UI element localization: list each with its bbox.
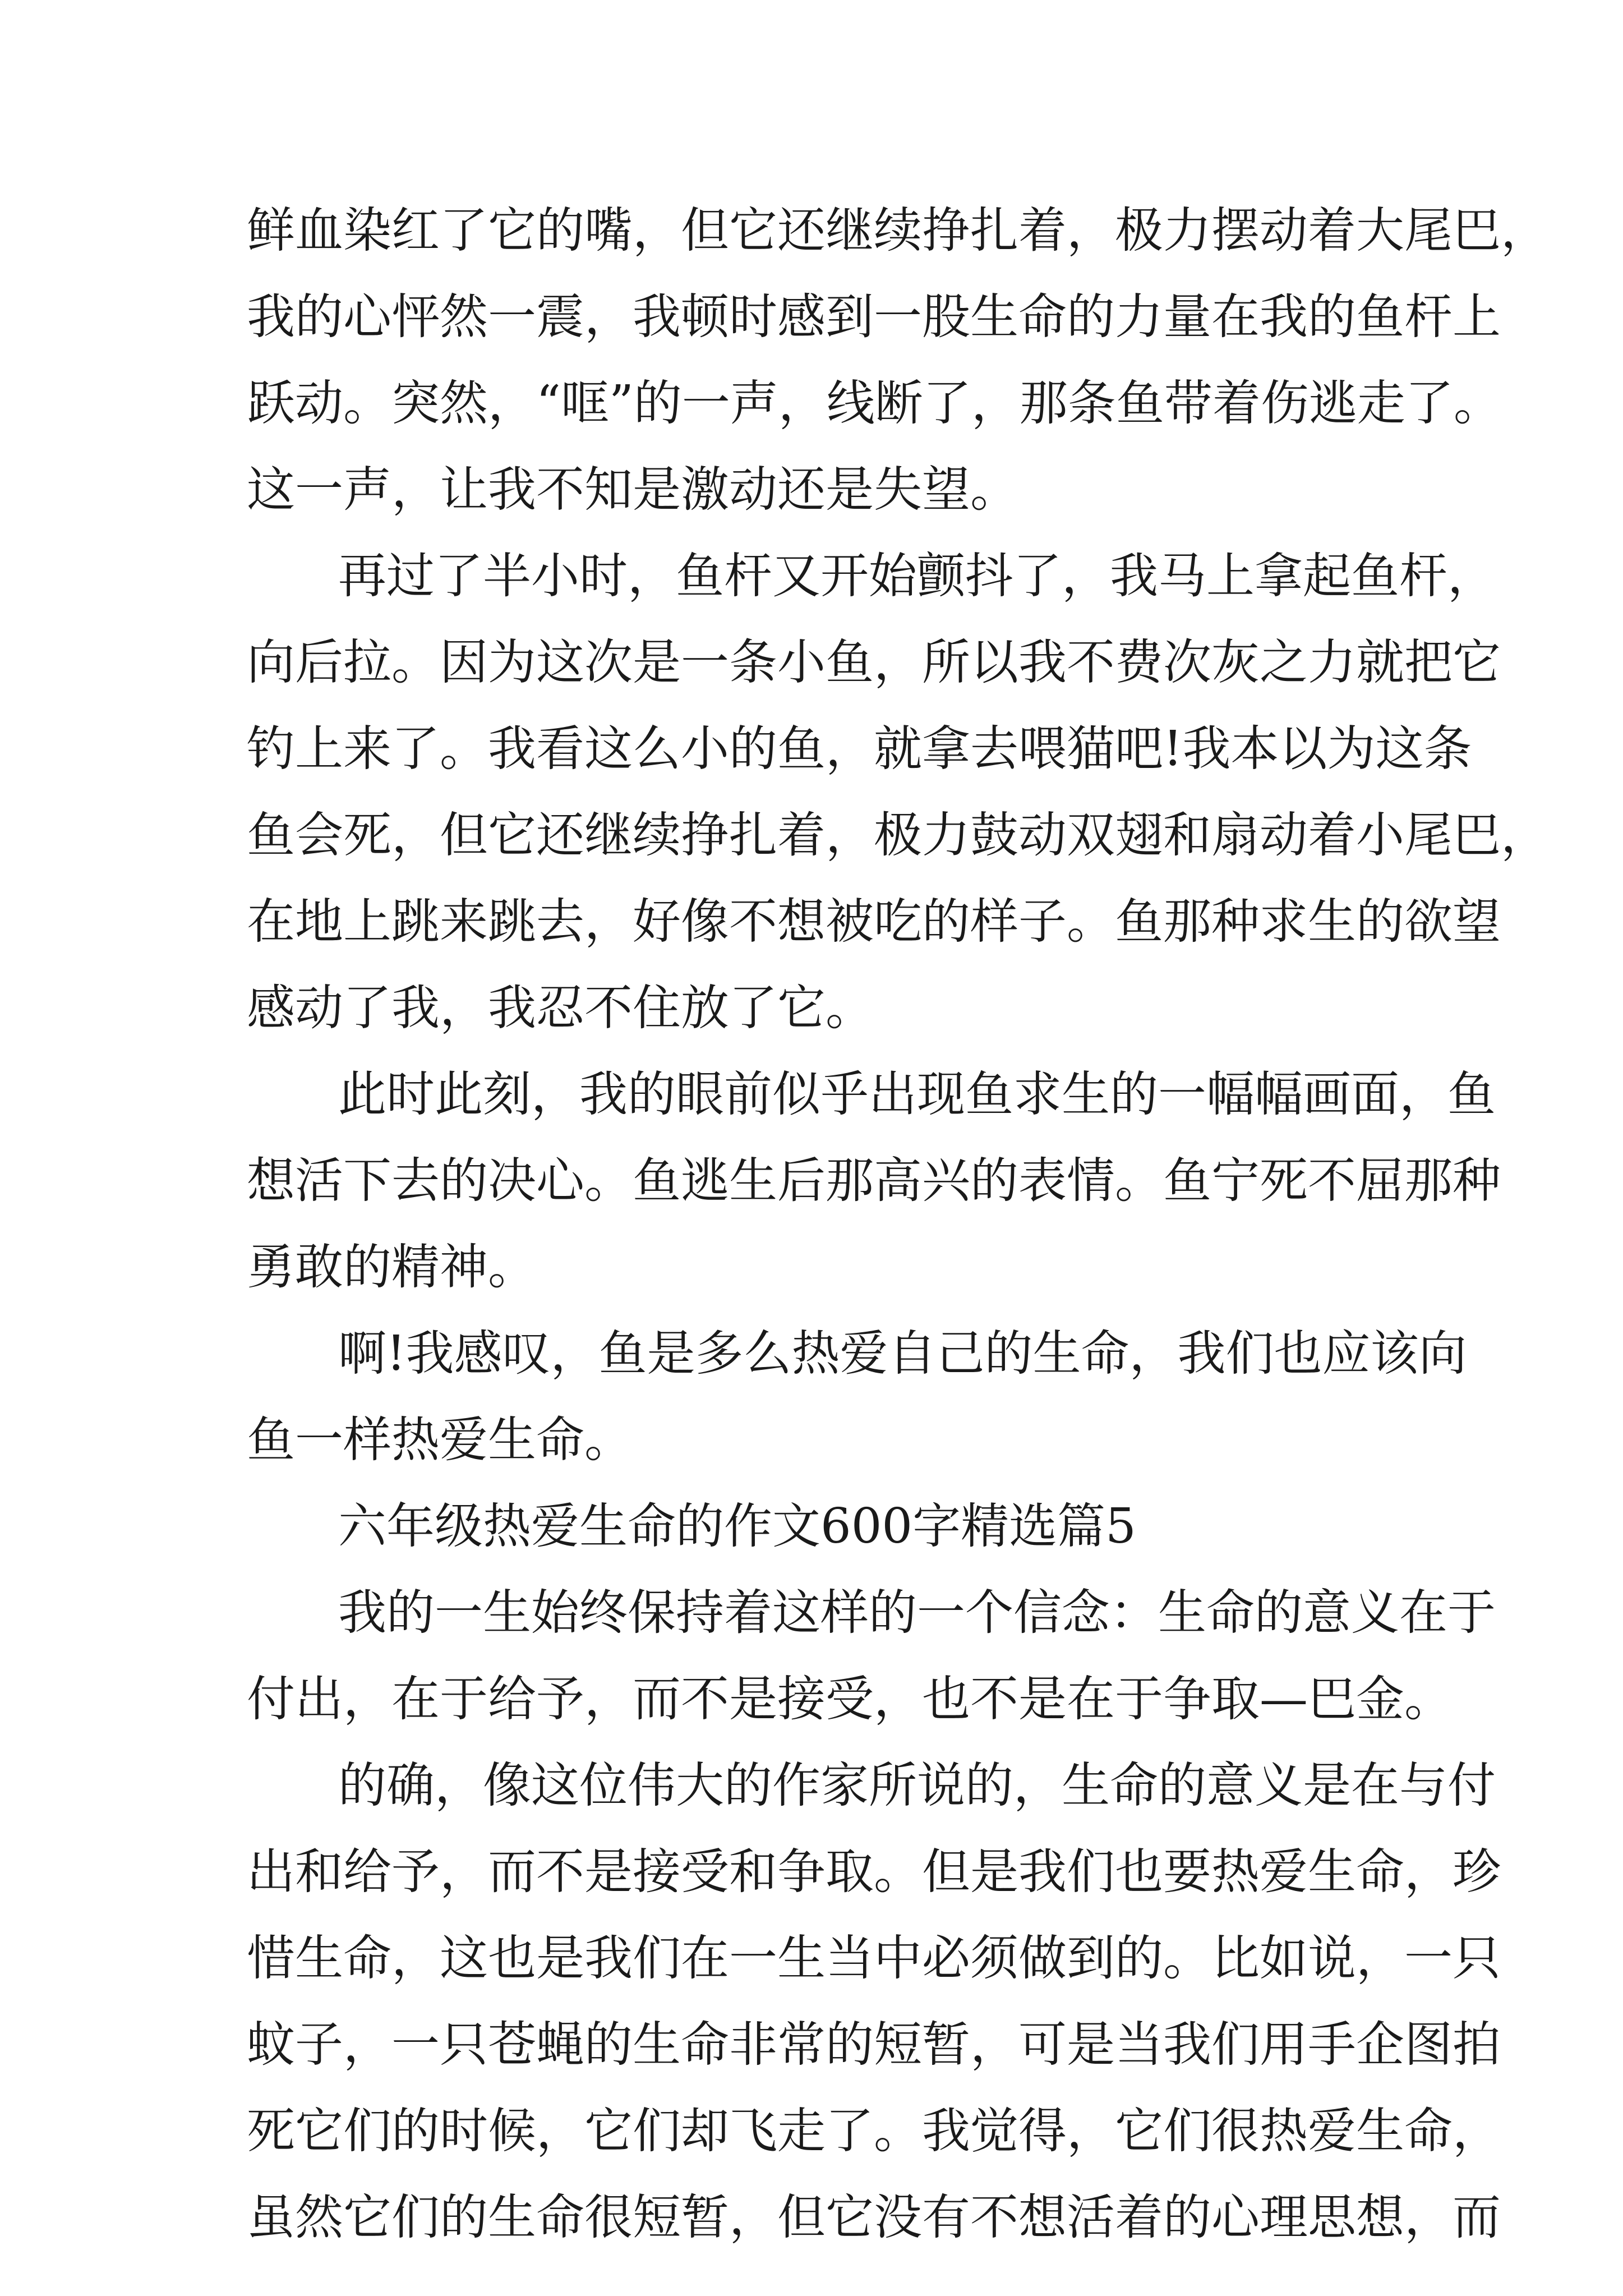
- text-line: 鲜血染红了它的嘴，但它还继续挣扎着，极力摆动着大尾巴，: [247, 203, 1549, 259]
- text-line: 蚊子，一只苍蝇的生命非常的短暂，可是当我们用手企图拍: [247, 2017, 1501, 2073]
- text-line: 的确，像这位伟大的作家所说的，生命的意义是在与付: [338, 1757, 1496, 1814]
- text-line: 向后拉。因为这次是一条小鱼，所以我不费次灰之力就把它: [247, 634, 1501, 691]
- text-line: 鱼会死，但它还继续挣扎着，极力鼓动双翅和扇动着小尾巴，: [247, 807, 1549, 863]
- text-line: 鱼一样热爱生命。: [247, 1412, 633, 1468]
- text-line: 虽然它们的生命很短暂，但它没有不想活着的心理思想，而: [247, 2189, 1501, 2246]
- text-line: 感动了我，我忍不住放了它。: [247, 980, 874, 1036]
- text-line: 付出，在于给予，而不是接受，也不是在于争取—巴金。: [247, 1671, 1453, 1727]
- text-line: 我的一生始终保持着这样的一个信念：生命的意义在于: [338, 1585, 1496, 1641]
- text-line: 想活下去的决心。鱼逃生后那高兴的表情。鱼宁死不屈那种: [247, 1153, 1501, 1209]
- text-line: 勇敢的精神。: [247, 1239, 536, 1295]
- text-line: 钓上来了。我看这么小的鱼，就拿去喂猫吧!我本以为这条: [247, 721, 1472, 777]
- text-line: 死它们的时候，它们却飞走了。我觉得，它们很热爱生命，: [247, 2103, 1501, 2159]
- text-line: 我的心怦然一震，我顿时感到一股生命的力量在我的鱼杆上: [247, 289, 1501, 345]
- text-line: 在地上跳来跳去，好像不想被吃的样子。鱼那种求生的欲望: [247, 894, 1501, 950]
- section-heading: 六年级热爱生命的作文600字精选篇5: [338, 1498, 1136, 1554]
- text-line: 出和给予，而不是接受和争取。但是我们也要热爱生命，珍: [247, 1844, 1501, 1900]
- text-line: 跃动。突然，“哐”的一声，线断了，那条鱼带着伤逃走了。: [247, 375, 1502, 431]
- text-line: 此时此刻，我的眼前似乎出现鱼求生的一幅幅画面，鱼: [338, 1066, 1496, 1122]
- text-line: 这一声，让我不知是激动还是失望。: [247, 462, 1018, 518]
- text-line: 再过了半小时，鱼杆又开始颤抖了，我马上拿起鱼杆，: [338, 548, 1496, 604]
- text-line: 啊!我感叹，鱼是多么热爱自己的生命，我们也应该向: [338, 1326, 1467, 1382]
- text-line: 惜生命，这也是我们在一生当中必须做到的。比如说，一只: [247, 1930, 1501, 1986]
